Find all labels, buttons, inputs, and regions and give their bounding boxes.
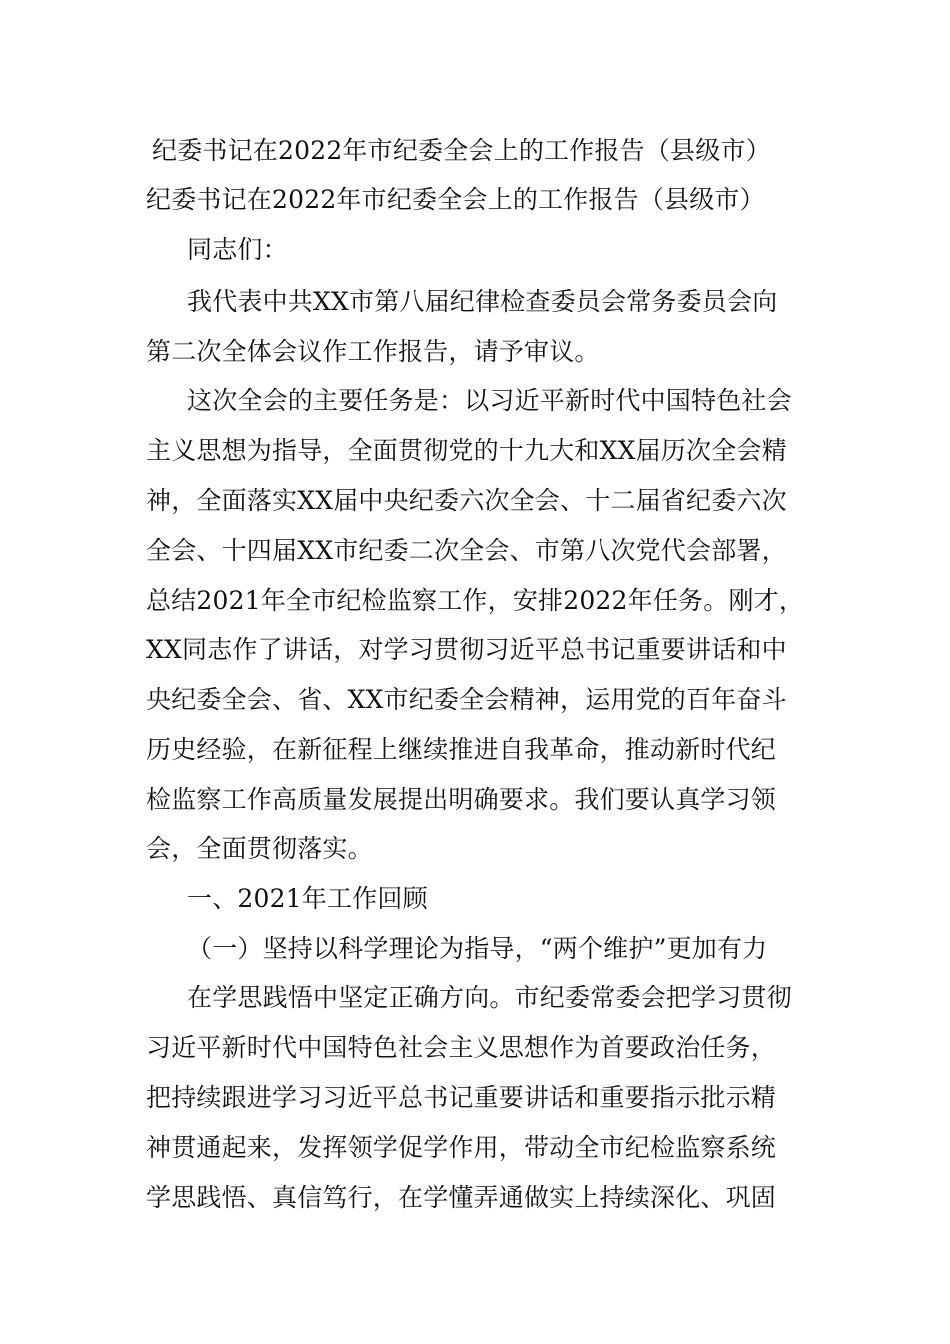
paragraph-2-line: 全会、十四届XX市纪委二次全会、市第八次党代会部署，: [146, 536, 787, 565]
subsection-heading: （一）坚持以科学理论为指导，“两个维护”更加有力: [187, 934, 768, 963]
paragraph-1-line: 第二次全体会议作工作报告，请予审议。: [146, 337, 600, 366]
paragraph-2-line: XX同志作了讲话，对学习贯彻习近平总书记重要讲话和中: [146, 635, 787, 664]
paragraph-2-line: 总结2021年全市纪检监察工作，安排2022年任务。刚才，: [146, 586, 805, 615]
paragraph-1-line: 我代表中共XX市第八届纪律检查委员会常务委员会向: [187, 287, 778, 316]
paragraph-2-line: 央纪委全会、省、XX市纪委全会精神，运用党的百年奋斗: [146, 685, 787, 714]
paragraph-3-line: 习近平新时代中国特色社会主义思想作为首要政治任务，: [146, 1033, 777, 1062]
paragraph-3-line: 学思践悟、真信笃行，在学懂弄通做实上持续深化、巩固: [146, 1183, 777, 1212]
paragraph-2-line: 会，全面贯彻落实。: [146, 834, 373, 863]
paragraph-2-line: 历史经验，在新征程上继续推进自我革命，推动新时代纪: [146, 735, 777, 764]
paragraph-3-line: 把持续跟进学习习近平总书记重要讲话和重要指示批示精: [146, 1083, 777, 1112]
paragraph-2-line: 这次全会的主要任务是：以习近平新时代中国特色社会: [187, 386, 792, 415]
document-title-repeat: 纪委书记在2022年市纪委全会上的工作报告（县级市）: [146, 185, 765, 214]
paragraph-2-line: 检监察工作高质量发展提出明确要求。我们要认真学习领: [146, 785, 777, 814]
paragraph-2-line: 神，全面落实XX届中央纪委六次全会、十二届省纪委六次: [146, 486, 787, 515]
paragraph-2-line: 主义思想为指导，全面贯彻党的十九大和XX届历次全会精: [146, 436, 787, 465]
document-title: 纪委书记在2022年市纪委全会上的工作报告（县级市）: [152, 136, 771, 165]
salutation: 同志们：: [187, 235, 288, 264]
paragraph-3-line: 在学思践悟中坚定正确方向。市纪委常委会把学习贯彻: [187, 983, 792, 1012]
section-heading: 一、2021年工作回顾: [187, 884, 428, 913]
paragraph-3-line: 神贯通起来，发挥领学促学作用，带动全市纪检监察系统: [146, 1133, 777, 1162]
